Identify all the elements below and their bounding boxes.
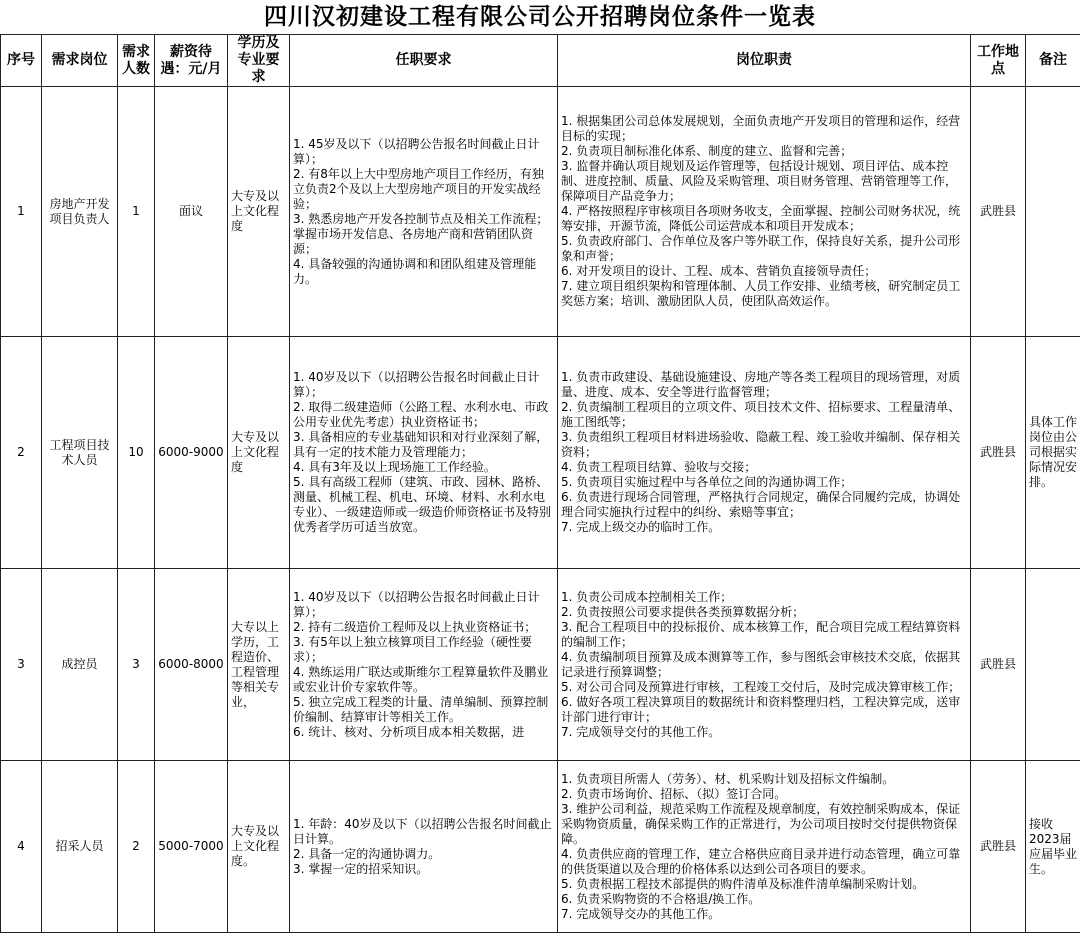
row-requirements [290, 761, 558, 933]
duty-item: 7. 完成领导交付的其他工作。 [561, 725, 967, 740]
header-salary: 薪资待遇：元/月 [155, 35, 228, 87]
row-position: 成控员 [42, 569, 118, 761]
requirement-item: 1. 年龄：40岁及以下（以招聘公告报名时间截止日计算。 [293, 817, 554, 847]
table-row [1, 761, 1080, 933]
requirement-item: 3. 熟悉房地产开发各控制节点及相关工作流程；掌握市场开发信息、各房地产商和营销团队资源； [293, 212, 554, 257]
row-location: 武胜县 [971, 87, 1026, 337]
row-edu: 大专及以上文化程度。 [228, 761, 290, 933]
page-title: 四川汉初建设工程有限公司公开招聘岗位条件一览表 [0, 0, 1080, 34]
row-count: 1 [118, 87, 155, 337]
row-edu: 大专及以上文化程度 [228, 87, 290, 337]
requirement-item: 2. 具备一定的沟通协调力。 [293, 847, 554, 862]
requirement-item: 1. 40岁及以下（以招聘公告报名时间截止日计算）； [293, 590, 554, 620]
row-no: 1 [1, 87, 42, 337]
duty-item: 3. 负责组织工程项目材料进场验收、隐蔽工程、竣工验收并编制、保存相关资料； [561, 430, 967, 460]
duty-item: 2. 负责编制工程项目的立项文件、项目技术文件、招标要求、工程量清单、施工图纸等； [561, 400, 967, 430]
row-salary: 5000-7000 [155, 761, 228, 933]
row-note: 接收2023届应届毕业生。 [1026, 761, 1080, 933]
duty-item: 6. 对开发项目的设计、工程、成本、营销负直接领导责任； [561, 264, 967, 279]
duty-item: 4. 负责编制项目预算及成本测算等工作，参与图纸会审核技术交底，依据其记录进行预算调整； [561, 650, 967, 680]
row-no: 4 [1, 761, 42, 933]
row-note [1026, 87, 1080, 337]
duty-item: 4. 负责供应商的管理工作，建立合格供应商目录并进行动态管理，确立可靠的供货渠道以及合理的价格体系以达到公司各项目的要求。 [561, 847, 967, 877]
duty-item: 1. 负责公司成本控制相关工作； [561, 590, 967, 605]
row-duties [558, 569, 971, 761]
requirement-item: 3. 有5年以上独立核算项目工作经验（硬性要求）； [293, 635, 554, 665]
job-table [0, 34, 1080, 933]
requirement-item: 5. 独立完成工程类的计量、清单编制、预算控制价编制、结算审计等相关工作。 [293, 695, 554, 725]
row-salary: 6000-8000 [155, 569, 228, 761]
row-count: 3 [118, 569, 155, 761]
duty-item: 7. 完成上级交办的临时工作。 [561, 520, 967, 535]
duty-item: 4. 负责工程项目结算、验收与交接； [561, 460, 967, 475]
row-requirements [290, 87, 558, 337]
duty-item: 2. 负责项目制标准化体系、制度的建立、监督和完善； [561, 144, 967, 159]
row-location: 武胜县 [971, 569, 1026, 761]
row-position: 房地产开发项目负责人 [42, 87, 118, 337]
requirement-item: 1. 45岁及以下（以招聘公告报名时间截止日计算）； [293, 137, 554, 167]
duty-item: 3. 监督并确认项目规划及运作管理等，包括设计规划、项目评估、成本控制、进度控制、质量、风险及采购管理、项目财务管理、营销管理等工作，保障项目产品竞争力； [561, 159, 967, 204]
row-count: 10 [118, 337, 155, 569]
table-row [1, 87, 1080, 337]
row-note [1026, 569, 1080, 761]
row-duties [558, 761, 971, 933]
duty-item: 7. 建立项目组织架构和管理体制、人员工作安排、业绩考核，研究制定员工奖惩方案；培训、激励团队人员，使团队高效运作。 [561, 279, 967, 309]
row-no: 2 [1, 337, 42, 569]
table-row [1, 569, 1080, 761]
header-edu: 学历及专业要求 [228, 35, 290, 87]
header-loc: 工作地点 [971, 35, 1026, 87]
duty-item: 7. 完成领导交办的其他工作。 [561, 907, 967, 922]
requirement-item: 2. 有8年以上大中型房地产项目工作经历，有独立负责2个及以上大型房地产项目的开发实战经验； [293, 167, 554, 212]
row-duties [558, 337, 971, 569]
requirement-item: 3. 具备相应的专业基础知识和对行业深刻了解，具有一定的技术能力及管理能力； [293, 430, 554, 460]
table-row [1, 337, 1080, 569]
row-edu: 大专及以上文化程度 [228, 337, 290, 569]
header-count: 需求人数 [118, 35, 155, 87]
row-position: 工程项目技术人员 [42, 337, 118, 569]
requirement-item: 2. 持有二级造价工程师及以上执业资格证书； [293, 620, 554, 635]
row-position: 招采人员 [42, 761, 118, 933]
requirement-item: 1. 40岁及以下（以招聘公告报名时间截止日计算）； [293, 370, 554, 400]
row-location: 武胜县 [971, 761, 1026, 933]
row-salary: 面议 [155, 87, 228, 337]
header-duty: 岗位职责 [558, 35, 971, 87]
duty-item: 1. 根据集团公司总体发展规划，全面负责地产开发项目的管理和运作，经营目标的实现； [561, 114, 967, 144]
row-salary: 6000-9000 [155, 337, 228, 569]
header-no: 序号 [1, 35, 42, 87]
requirement-item: 4. 具有3年及以上现场施工工作经验。 [293, 460, 554, 475]
header-note: 备注 [1026, 35, 1080, 87]
duty-item: 4. 严格按照程序审核项目各项财务收支，全面掌握、控制公司财务状况，统筹安排，开源节流，降低公司运营成本和项目开发成本； [561, 204, 967, 234]
duty-item: 5. 对公司合同及预算进行审核，工程竣工交付后，及时完成决算审核工作； [561, 680, 967, 695]
requirement-item: 6. 统计、核对、分析项目成本相关数据，进 [293, 725, 554, 740]
requirement-item: 5. 具有高级工程师（建筑、市政、园林、路桥、测量、机械工程、机电、环境、材料、水利水电专业）、一级建造师或一级造价师资格证书及特别优秀者学历可适当放宽。 [293, 475, 554, 535]
duty-item: 6. 做好各项工程决算项目的数据统计和资料整理归档，工程决算完成，送审计部门进行审计； [561, 695, 967, 725]
row-count: 2 [118, 761, 155, 933]
duty-item: 5. 负责政府部门、合作单位及客户等外联工作，保持良好关系，提升公司形象和声誉； [561, 234, 967, 264]
header-req: 任职要求 [290, 35, 558, 87]
row-no: 3 [1, 569, 42, 761]
row-note: 具体工作岗位由公司根据实际情况安排。 [1026, 337, 1080, 569]
row-requirements [290, 569, 558, 761]
duty-item: 6. 负责采购物资的不合格退/换工作。 [561, 892, 967, 907]
row-requirements [290, 337, 558, 569]
duty-item: 3. 配合工程项目中的投标报价、成本核算工作，配合项目完成工程结算资料的编制工作； [561, 620, 967, 650]
row-edu: 大专以上学历，工程造价、工程管理等相关专业， [228, 569, 290, 761]
row-duties [558, 87, 971, 337]
requirement-item: 4. 熟练运用广联达或斯维尔工程算量软件及鹏业或宏业计价专家软件等。 [293, 665, 554, 695]
duty-item: 1. 负责市政建设、基础设施建设、房地产等各类工程项目的现场管理，对质量、进度、成本、安全等进行监督管理； [561, 370, 967, 400]
row-location: 武胜县 [971, 337, 1026, 569]
duty-item: 3. 维护公司利益，规范采购工作流程及规章制度，有效控制采购成本，保证采购物资质量，确保采购工作的正常进行，为公司项目按时交付提供物资保障。 [561, 802, 967, 847]
requirement-item: 3. 掌握一定的招采知识。 [293, 862, 554, 877]
duty-item: 2. 负责按照公司要求提供各类预算数据分析； [561, 605, 967, 620]
duty-item: 5. 负责根据工程技术部提供的购件清单及标准件清单编制采购计划。 [561, 877, 967, 892]
duty-item: 1. 负责项目所需人（劳务）、材、机采购计划及招标文件编制。 [561, 772, 967, 787]
table-header-row [1, 35, 1080, 87]
header-position: 需求岗位 [42, 35, 118, 87]
duty-item: 5. 负责项目实施过程中与各单位之间的沟通协调工作； [561, 475, 967, 490]
requirement-item: 2. 取得二级建造师（公路工程、水利水电、市政公用专业优先考虑）执业资格证书； [293, 400, 554, 430]
requirement-item: 4. 具备较强的沟通协调和和团队组建及管理能力。 [293, 257, 554, 287]
duty-item: 2. 负责市场询价、招标、（拟）签订合同。 [561, 787, 967, 802]
duty-item: 6. 负责进行现场合同管理，严格执行合同规定，确保合同履约完成，协调处理合同实施执行过程中的纠纷、索赔等事宜； [561, 490, 967, 520]
